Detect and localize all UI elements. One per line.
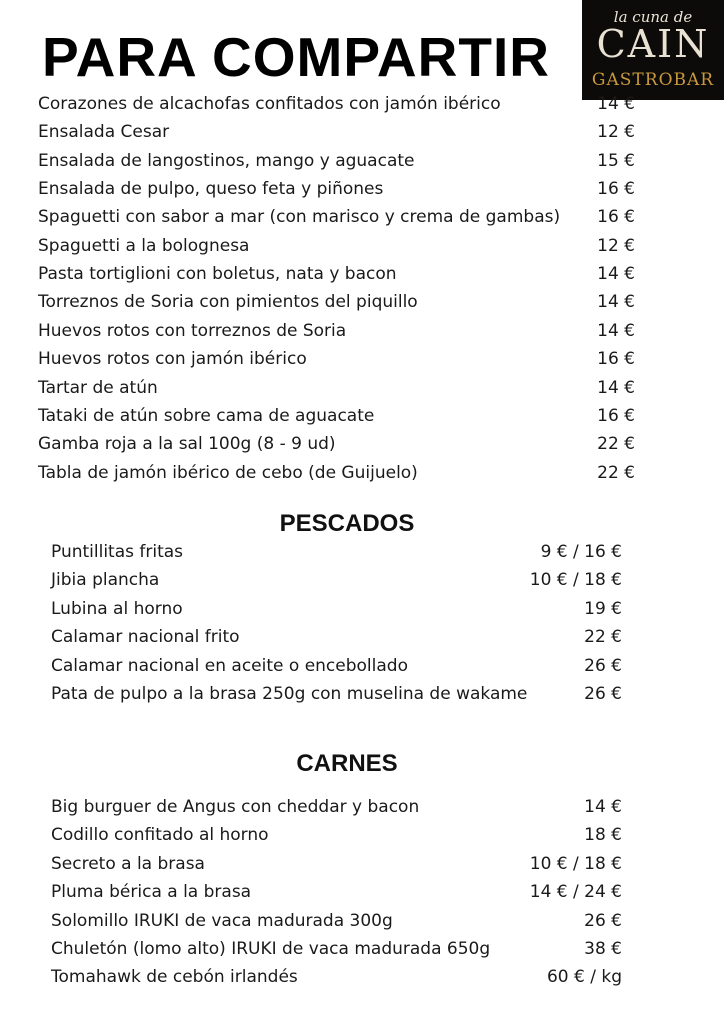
menu-item-price: 22 € [597,462,635,483]
menu-item-price: 14 € [597,94,635,114]
menu-item-name: Calamar nacional en aceite o encebollado [51,655,408,676]
menu-item-name: Jibia plancha [51,570,160,591]
menu-item-name: Huevos rotos con torreznos de Soria [38,320,347,341]
menu-item [0,878,724,906]
menu-item [0,652,724,680]
menu-item-price: 10 € / 18 € [529,853,622,874]
menu-item-name: Tataki de atún sobre cama de aguacate [38,405,375,426]
logo-name: CAIN [596,22,710,66]
menu-item [0,288,724,316]
menu-item-name: Spaguetti con sabor a mar (con marisco y crema de gambas) [38,207,561,228]
menu-item-price: 15 € [597,150,635,171]
menu-item [0,793,724,821]
menu-item-price: 22 € [584,627,622,648]
menu-item [0,459,724,487]
menu-item-name: Tabla de jamón ibérico de cebo (de Guijuelo) [38,462,418,483]
menu-item-name: Tomahawk de cebón irlandés [51,967,298,988]
menu-item-name: Solomillo IRUKI de vaca madurada 300g [51,910,393,931]
menu-item-price: 16 € [597,349,635,370]
menu-item [0,232,724,260]
menu-item [0,935,724,963]
menu-item [0,147,724,175]
menu-item-name: Ensalada de pulpo, queso feta y piñones [38,179,384,200]
page-title: PARA COMPARTIR [42,26,550,88]
menu-item-price: 14 € / 24 € [529,882,622,903]
menu-item [0,374,724,402]
menu-item [0,566,724,594]
logo-subtitle: GASTROBAR [591,70,715,90]
menu-item-price: 16 € [597,405,635,426]
menu-item-price: 14 € [597,264,635,285]
menu-item-price: 16 € [597,207,635,228]
menu-item-name: Pluma bérica a la brasa [51,882,252,903]
menu-item-price: 9 € / 16 € [540,542,622,562]
menu-item [0,680,724,708]
menu-item-price: 14 € [597,377,635,398]
logo-tagline: la cuna de [613,8,693,26]
restaurant-logo [582,0,724,100]
menu-item [0,850,724,878]
menu-item-name: Big burguer de Angus con cheddar y bacon [51,797,420,817]
menu-item-name: Pasta tortiglioni con boletus, nata y bacon [38,264,397,285]
menu-item-price: 26 € [584,684,622,704]
menu-item [0,203,724,231]
menu-item-name: Pata de pulpo a la brasa 250g con muselina de wakame [51,684,528,704]
menu-item-price: 26 € [584,655,622,676]
menu-item-name: Spaguetti a la bolognesa [38,235,250,256]
menu-item [0,821,724,849]
menu-item [0,402,724,430]
menu-item-price: 14 € [597,320,635,341]
menu-item-name: Gamba roja a la sal 100g (8 - 9 ud) [38,434,336,455]
menu-item-name: Ensalada Cesar [38,122,170,143]
menu-item-price: 38 € [584,939,622,959]
menu-item-name: Huevos rotos con jamón ibérico [38,349,307,370]
menu-item [0,430,724,458]
menu-item-name: Ensalada de langostinos, mango y aguacate [38,150,415,171]
menu-item [0,345,724,373]
menu-item-price: 14 € [584,797,622,817]
menu-item [0,963,724,991]
section-heading-carnes: CARNES [296,750,398,777]
menu-item-name: Puntillitas fritas [51,542,184,562]
menu-item-price: 16 € [597,179,635,200]
menu-item [0,317,724,345]
menu-item-name: Torreznos de Soria con pimientos del piquillo [38,292,418,313]
menu-item [0,623,724,651]
menu-item-price: 22 € [597,434,635,455]
menu-item-name: Lubina al horno [51,598,183,619]
menu-item-name: Corazones de alcachofas confitados con jamón ibérico [38,94,501,114]
menu-item-price: 12 € [597,122,635,143]
menu-item-price: 14 € [597,292,635,313]
menu-item [0,538,724,566]
menu-item-name: Chuletón (lomo alto) IRUKI de vaca madurada 650g [51,939,491,959]
menu-item [0,260,724,288]
menu-item-name: Secreto a la brasa [51,853,205,874]
menu-item-price: 10 € / 18 € [529,570,622,591]
section-heading-pescados: PESCADOS [279,510,415,537]
menu-item-price: 18 € [584,825,622,846]
menu-item-price: 19 € [584,598,622,619]
menu-item [0,90,724,118]
menu-item-name: Calamar nacional frito [51,627,240,648]
menu-item [0,118,724,146]
menu-item [0,907,724,935]
menu-item-name: Tartar de atún [38,377,158,398]
menu-item [0,595,724,623]
menu-item [0,175,724,203]
menu-item-price: 60 € / kg [546,967,622,988]
menu-item-name: Codillo confitado al horno [51,825,269,846]
menu-item-price: 12 € [597,235,635,256]
menu-item-price: 26 € [584,910,622,931]
